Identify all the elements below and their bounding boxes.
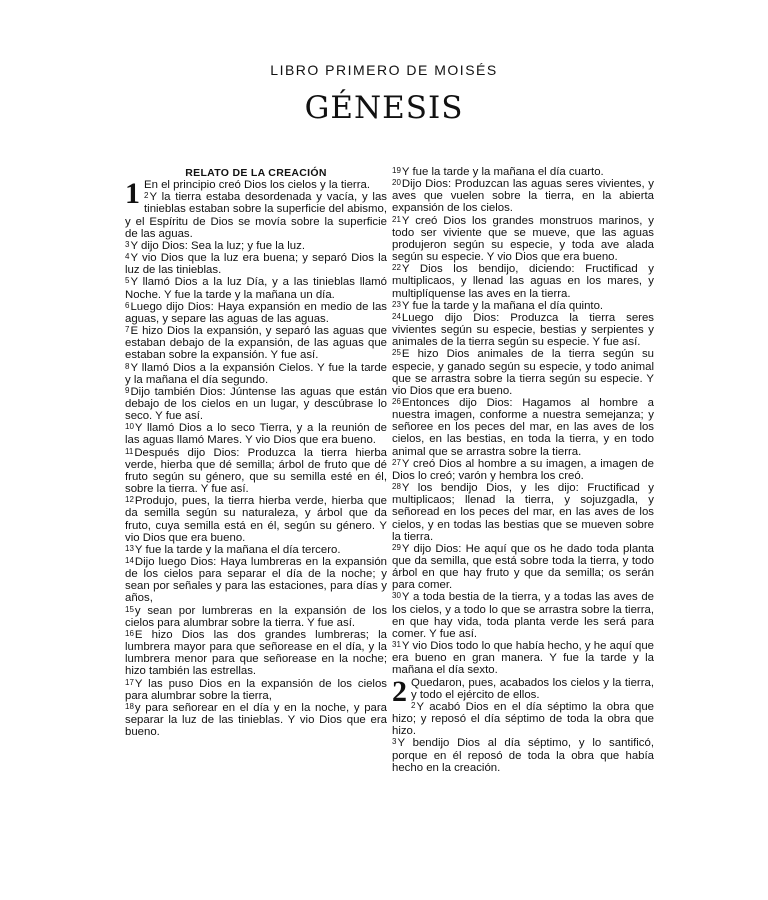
verse-text: Y dijo Dios: Sea la luz; y fue la luz.	[130, 239, 305, 252]
verse-text: En el principio creó Dios los cielos y la tierra.	[144, 179, 371, 192]
verse-text: y sean por lumbreras en la expansión de los cielos para alumbrar sobre la tierra. Y fue así.	[125, 604, 387, 629]
verse-text: Produjo, pues, la tierra hierba verde, hierba que da semilla según su naturaleza, y árbol que da fruto, cuya semilla está en él, según su género. Y vio Dios que era bueno.	[125, 495, 387, 544]
verse	[125, 252, 387, 276]
verse-text: Quedaron, pues, acabados los cielos y la tierra, y todo el ejército de ellos.	[411, 676, 654, 701]
verse-number: 17	[125, 677, 134, 687]
verse-number: 30	[392, 591, 401, 601]
verse-text: Y a toda bestia de la tierra, y a todas las aves de los cielos, y a todo lo que se arrastra sobre la tierra, en que hay vida, toda planta verde les será para comer. Y fue así.	[392, 591, 654, 640]
verse-number: 21	[392, 214, 401, 224]
verse-number: 25	[392, 348, 401, 358]
chapter-number: 1	[125, 177, 140, 211]
verse-number: 18	[125, 701, 134, 711]
verse	[392, 300, 654, 312]
verse-text: Entonces dijo Dios: Hagamos al hombre a nuestra imagen, conforme a nuestra semejanza; y señoree en los peces del mar, en las aves de los cielos, en las bestias, en toda la tierra, y en todo animal que se arrastra sobre la tierra.	[392, 396, 654, 458]
verse-number: 23	[392, 299, 401, 309]
verse-number: 20	[392, 178, 401, 188]
verse-number: 29	[392, 542, 401, 552]
book-subtitle: LIBRO PRIMERO DE MOISÉS	[270, 62, 498, 78]
section-heading: RELATO DE LA CREACIÓN	[185, 167, 327, 179]
verse-number: 26	[392, 396, 401, 406]
verse-text: Dijo luego Dios: Haya lumbreras en la expansión de los cielos para separar el día de la noche; y sean por señales y para las estaciones, para días y años,	[125, 556, 387, 605]
right-verses	[392, 166, 654, 774]
verse-text: Y la tierra estaba desordenada y vacía, y las tinieblas estaban sobre la superficie del abismo, y el Espíritu de Dios se movía sobre la superficie de las aguas.	[125, 191, 387, 240]
verse-text: E hizo Dios las dos grandes lumbreras; la lumbrera mayor para que señorease en el día, y la lumbrera menor para que señorease en la noche; hizo también las estrellas.	[125, 628, 387, 678]
verse-number: 31	[392, 640, 401, 650]
verse-number: 16	[125, 628, 134, 638]
verse	[125, 325, 387, 361]
verse-number: 6	[125, 300, 130, 310]
verse-text: Y vio Dios que la luz era buena; y separó Dios la luz de las tinieblas.	[125, 252, 387, 277]
verse	[392, 458, 654, 482]
verse-text: Y los bendijo Dios, y les dijo: Fructificad y multiplicaos; llenad la tierra, y sojuzgadla, y señoread en los peces del mar, en las aves de los cielos, y en todas las bestias que se mueven sobre la tierra.	[392, 482, 654, 543]
verse-number: 12	[125, 495, 134, 505]
verse-number: 13	[125, 543, 134, 553]
verse-number: 4	[125, 252, 130, 262]
verse	[125, 386, 387, 422]
verse	[125, 495, 387, 544]
verse	[392, 215, 654, 264]
verse-number: 19	[392, 166, 401, 175]
verse	[125, 629, 387, 678]
verse-text: Y llamó Dios a la luz Día, y a las tinieblas llamó Noche. Y fue la tarde y la mañana un día.	[125, 276, 387, 301]
verse-number: 15	[125, 604, 134, 614]
verse-text: y para señorear en el día y en la noche, y para separar la luz de las tinieblas. Y vio Dios que era bueno.	[125, 701, 387, 739]
verse-number: 10	[125, 422, 134, 432]
verse-text: Y dijo Dios: He aquí que os he dado toda planta que da semilla, que está sobre toda la tierra, y todo árbol en que hay fruto y que da semilla; os serán para comer.	[392, 542, 654, 592]
verse	[392, 591, 654, 640]
verse	[392, 397, 654, 458]
verse-number: 5	[125, 276, 130, 286]
verse	[125, 362, 387, 386]
verse-number: 7	[125, 325, 130, 335]
verse-text: Después dijo Dios: Produzca la tierra hierba verde, hierba que dé semilla; árbol de fruto que dé fruto según su género, que su semilla esté en él, sobre la tierra. Y fue así.	[125, 446, 387, 496]
verse	[392, 312, 654, 348]
verse-number: 2	[411, 700, 416, 710]
verse	[125, 702, 387, 738]
verse	[392, 166, 654, 178]
verse-text: Y bendijo Dios al día séptimo, y lo santificó, porque en él reposó de toda la obra que había hecho en la creación.	[392, 737, 654, 774]
verse	[125, 422, 387, 446]
verse	[392, 263, 654, 299]
verse-number: 22	[392, 263, 401, 273]
verse-text: Y fue la tarde y la mañana el día cuarto.	[401, 166, 604, 178]
verse-text: Y llamó Dios a la expansión Cielos. Y fue la tarde y la mañana el día segundo.	[125, 361, 387, 386]
verse-text: Y vio Dios todo lo que había hecho, y he aquí que era bueno en gran manera. Y fue la tarde y la mañana el día sexto.	[392, 640, 654, 677]
verse	[125, 240, 387, 252]
verse-text: Dijo Dios: Produzcan las aguas seres vivientes, y aves que vuelen sobre la tierra, en la abierta expansión de los cielos.	[392, 178, 654, 215]
verse-text: Y las puso Dios en la expansión de los cielos para alumbrar sobre la tierra,	[125, 677, 387, 702]
verse	[125, 177, 387, 211]
left-verses	[125, 179, 387, 738]
verse	[125, 556, 387, 605]
verse-text: Y fue la tarde y la mañana el día tercero.	[134, 543, 341, 556]
verse-text: Y llamó Dios a lo seco Tierra, y a la reunión de las aguas llamó Mares. Y vio Dios que era bueno.	[125, 422, 387, 447]
verse-number: 24	[392, 311, 401, 321]
chapter-number: 2	[392, 674, 407, 708]
verse-text: Y acabó Dios en el día séptimo la obra que hizo; y reposó el día séptimo de toda la obra que hizo.	[392, 700, 654, 738]
verse-text: E hizo Dios animales de la tierra según su especie, y ganado según su especie, y todo animal que se arrastra sobre la tierra según su especie. Y vio Dios que era bueno.	[392, 348, 654, 397]
verse	[125, 191, 387, 240]
verse	[392, 348, 654, 397]
verse	[125, 276, 387, 300]
verse-number: 14	[125, 556, 134, 565]
verse-number: 28	[392, 482, 401, 492]
verse	[392, 674, 654, 708]
verse-text: Luego dijo Dios: Haya expansión en medio de las aguas, y separe las aguas de las aguas.	[125, 300, 387, 325]
verse-number: 8	[125, 361, 130, 371]
verse	[125, 605, 387, 629]
verse	[125, 544, 387, 556]
verse-text: Luego dijo Dios: Produzca la tierra seres vivientes según su especie, bestias y serpientes y animales de la tierra según su especie. Y fue así.	[392, 311, 654, 349]
verse-text: Y creó Dios los grandes monstruos marinos, y todo ser viviente que se mueve, que las aguas produjeron según su especie, y toda ave alada según su especie. Y vio Dios que era bueno.	[392, 214, 654, 264]
verse	[392, 482, 654, 543]
verse	[392, 178, 654, 214]
right-column	[392, 166, 654, 774]
verse-number: 2	[144, 191, 149, 201]
verse	[392, 640, 654, 676]
left-column	[125, 167, 387, 738]
verse	[125, 447, 387, 496]
verse-text: Dijo también Dios: Júntense las aguas que están debajo de los cielos en un lugar, y descúbrase lo seco. Y fue así.	[125, 385, 387, 423]
verse-number: 11	[125, 446, 134, 456]
verse	[392, 737, 654, 773]
verse-number: 27	[392, 457, 401, 467]
verse	[125, 678, 387, 702]
verse-number: 3	[125, 239, 130, 249]
book-title: GÉNESIS	[304, 90, 464, 126]
verse	[392, 543, 654, 592]
verse-number: 3	[392, 737, 397, 747]
verse	[392, 701, 654, 737]
verse-text: E hizo Dios la expansión, y separó las aguas que estaban debajo de la expansión, de las aguas que estaban sobre la expansión. Y fue así.	[125, 325, 387, 362]
verse-text: Y Dios los bendijo, diciendo: Fructificad y multiplicaos, y llenad las aguas en los mares, y multiplíquense las aves en la tierra.	[392, 263, 654, 300]
verse-number: 9	[125, 385, 130, 395]
verse-text: Y fue la tarde y la mañana el día quinto.	[401, 299, 604, 312]
verse	[125, 301, 387, 325]
verse-text: Y creó Dios al hombre a su imagen, a imagen de Dios lo creó; varón y hembra los creó.	[392, 457, 654, 482]
